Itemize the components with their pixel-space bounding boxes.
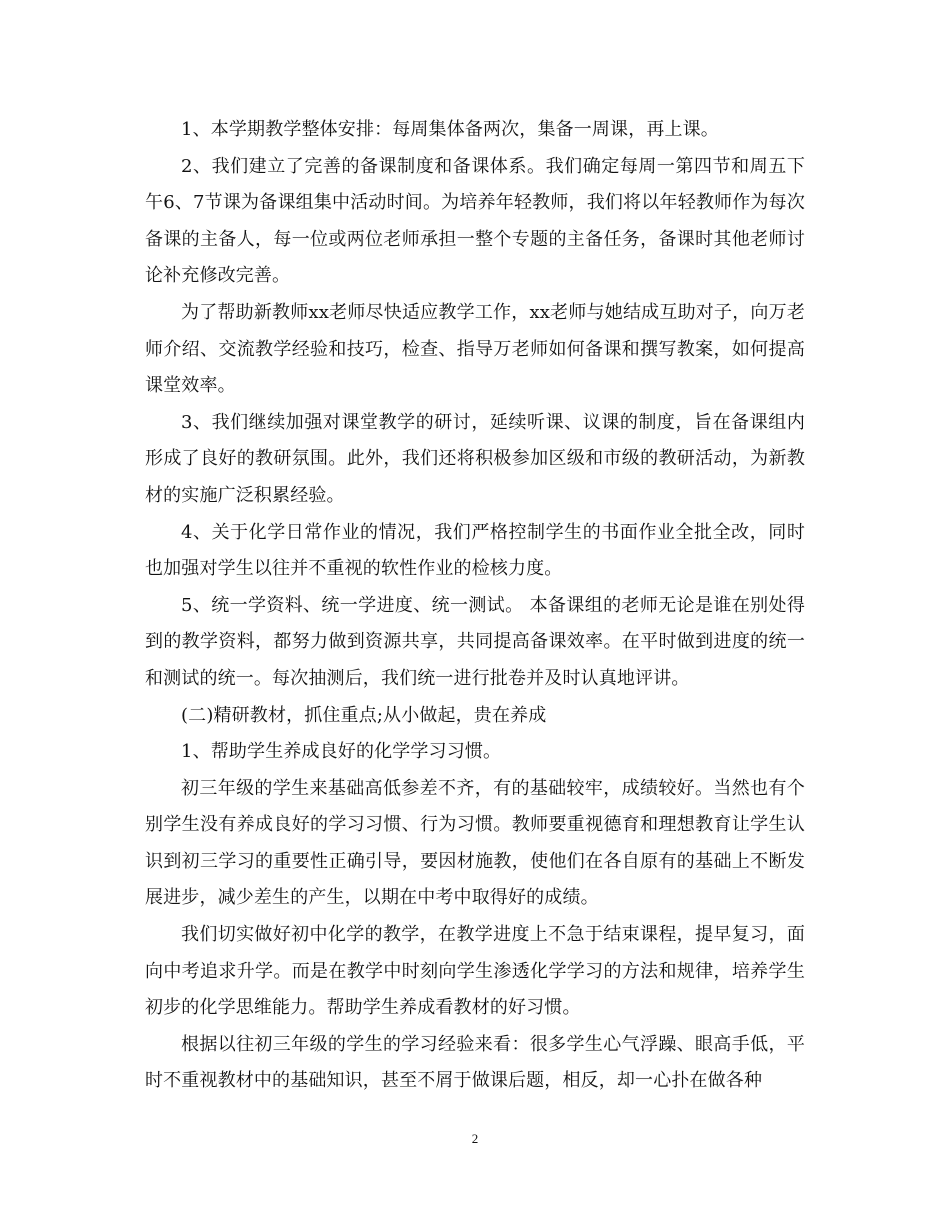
paragraph: 1、本学期教学整体安排：每周集体备两次，集备一周课，再上课。 [181,119,719,140]
paragraph: 2、我们建立了完善的备课制度和备课体系。我们确定每周一第四节和周五下午6、7节课为备课组集中活动时间。为培养年轻教师，我们将以年轻教师作为每次备课的主备人，每一位或两位老师承担一整个专题的主备任务，备课时其他老师讨论补充修改完善。 [145,155,805,287]
paragraph: 初三年级的学生来基础高低参差不齐，有的基础较牢，成绩较好。当然也有个别学生没有养成良好的学习习惯、行为习惯。教师要重视德育和理想教育让学生认识到初三学习的重要性正确引导，要因材施教，使他们在各自原有的基础上不断发展进步，减少差生的产生，以期在中考中取得好的成绩。 [145,777,805,909]
document-body [145,112,805,1100]
paragraph: 根据以往初三年级的学生的学习经验来看：很多学生心气浮躁、眼高手低，平时不重视教材中的基础知识，甚至不屑于做课后题，相反，却一心扑在做各种 [145,1033,805,1092]
paragraph: 5、统一学资料、统一学进度、统一测试。 本备课组的老师无论是谁在别处得到的教学资料，都努力做到资源共享，共同提高备课效率。在平时做到进度的统一和测试的统一。每次抽测后，我们统一进行批卷并及时认真地评讲。 [145,594,805,689]
paragraph: 我们切实做好初中化学的教学，在教学进度上不急于结束课程，提早复习，面向中考追求升学。而是在教学中时刻向学生渗透化学学习的方法和规律，培养学生初步的化学思维能力。帮助学生养成看教材的好习惯。 [145,924,805,1019]
paragraph: 1、帮助学生养成良好的化学学习习惯。 [181,741,502,763]
paragraph: 4、关于化学日常作业的情况，我们严格控制学生的书面作业全批全改，同时也加强对学生以往并不重视的软性作业的检核力度。 [145,521,805,580]
section-heading: (二)精研教材，抓住重点;从小做起，贵在养成 [181,704,547,726]
page-number: 2 [471,1131,479,1146]
paragraph: 为了帮助新教师xx老师尽快适应教学工作，xx老师与她结成互助对子，向万老师介绍、交流教学经验和技巧，检查、指导万老师如何备课和撰写教案，如何提高课堂效率。 [145,301,805,397]
paragraph: 3、我们继续加强对课堂教学的研讨，延续听课、议课的制度，旨在备课组内形成了良好的教研氛围。此外，我们还将积极参加区级和市级的教研活动，为新教材的实施广泛积累经验。 [145,411,805,506]
